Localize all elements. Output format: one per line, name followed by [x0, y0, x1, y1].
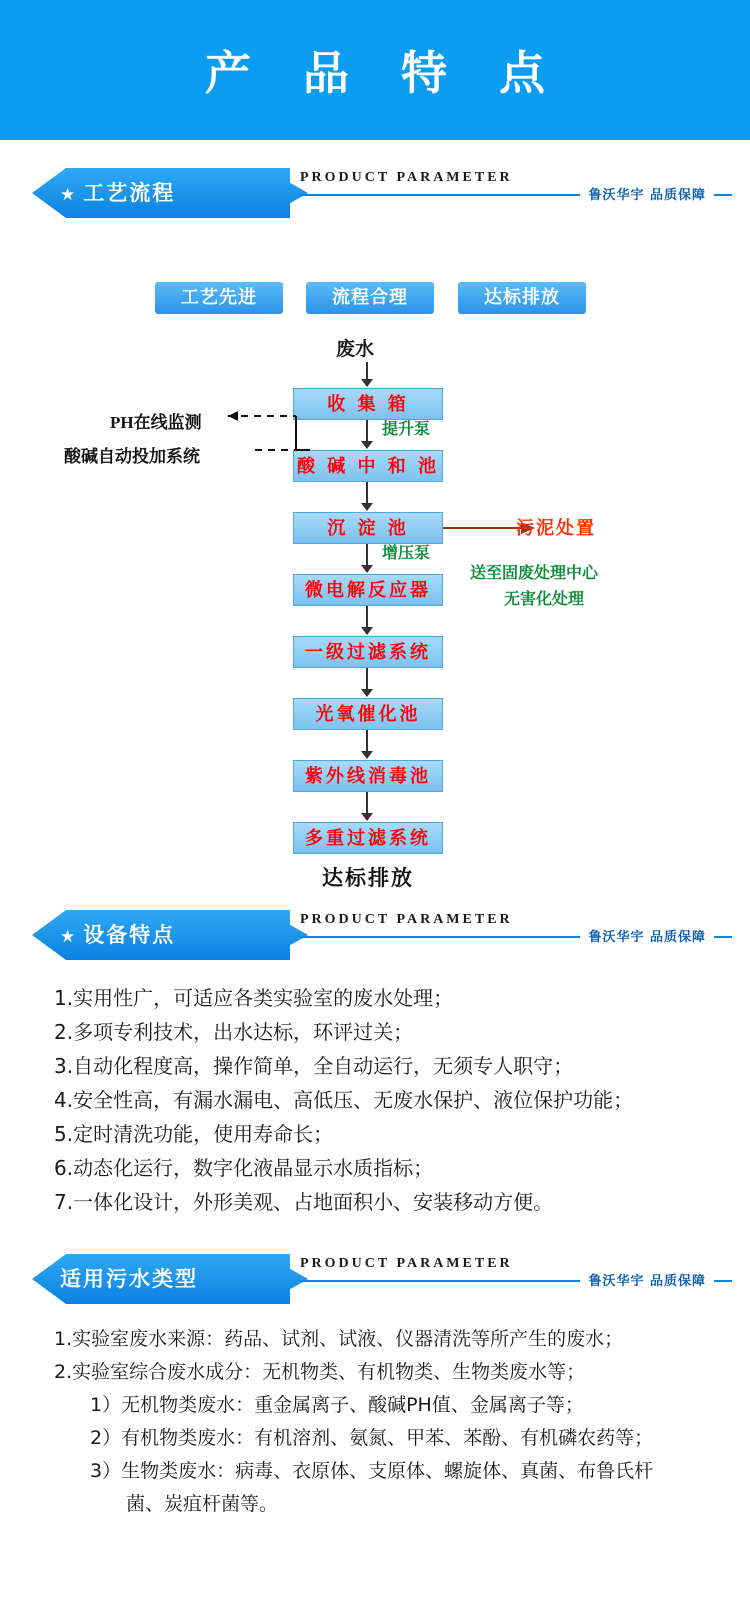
flow-outlet-label: 达标排放 [322, 866, 414, 890]
flow-node-multi-filter: 多重过滤系统 [293, 822, 443, 854]
flow-node-primary-filter: 一级过滤系统 [293, 636, 443, 668]
star-icon: ★ [60, 927, 78, 947]
flow-edge-label-booster-pump: 增压泵 [382, 543, 431, 562]
flow-arrow-5 [366, 668, 368, 690]
section-brand-tagline: 鲁沃华宇 品质保障 [580, 926, 714, 945]
flow-edge-label-lift-pump: 提升泵 [382, 419, 431, 438]
water-type-list [0, 1310, 750, 1520]
flow-arrow-6-head [361, 751, 373, 759]
section-subtitle-en: PRODUCT PARAMETER [300, 912, 513, 927]
process-flow-diagram [0, 230, 750, 890]
flow-left-dashed-connectors [60, 398, 320, 468]
section-brand-tagline: 鲁沃华宇 品质保障 [580, 1270, 714, 1289]
flow-arrow-3 [366, 544, 368, 566]
list-item: 3.自动化程度高，操作简单，全自动运行，无须专人职守； [54, 1054, 574, 1078]
section-label-text: 工艺流程 [83, 181, 176, 205]
list-item: 2.多项专利技术，出水达标，环评过关； [54, 1020, 414, 1044]
flow-arrow-2 [366, 482, 368, 504]
flow-arrow-7 [366, 792, 368, 814]
list-item: 4.安全性高，有漏水漏电、高低压、无废水保护、液位保护功能； [54, 1088, 634, 1112]
flow-right-label-sludge: 污泥处置 [516, 518, 596, 539]
list-item: 2.实验室综合废水成分：无机物类、有机物类、生物类废水等； [54, 1361, 586, 1383]
flow-arrow-4-head [361, 627, 373, 635]
list-item: 7.一体化设计，外形美观、占地面积小、安装移动方便。 [54, 1190, 554, 1214]
flow-arrow-1-head [361, 441, 373, 449]
section-header-water-types [0, 1248, 750, 1310]
section-brand-tagline: 鲁沃华宇 品质保障 [580, 184, 714, 203]
flow-node-micro-electrolysis: 微电解反应器 [293, 574, 443, 606]
section-label-text: 设备特点 [83, 923, 176, 947]
page-banner [0, 0, 750, 140]
flow-inlet-label: 废水 [336, 338, 375, 360]
section-header-equipment [0, 904, 750, 966]
flow-arrow-7-head [361, 813, 373, 821]
flow-arrow-5-head [361, 689, 373, 697]
section-header-process [0, 162, 750, 224]
flow-left-label-ph-monitor: PH在线监测 [110, 413, 202, 432]
section-label-equipment [60, 910, 280, 960]
section-label-water-types [60, 1254, 280, 1304]
flow-node-neutralization-tank: 酸 碱 中 和 池 [293, 450, 443, 482]
flow-arrow-inlet [366, 362, 368, 380]
list-item: 菌、炭疽杆菌等。 [126, 1493, 279, 1515]
star-icon: ★ [60, 185, 78, 205]
list-item: 1.实用性广，可适应各类实验室的废水处理； [54, 986, 454, 1010]
flow-right-note-2: 无害化处理 [504, 589, 585, 608]
page-title: 产 品 特 点 [204, 46, 564, 100]
section-label-process [60, 168, 280, 218]
list-item: 3）生物类废水：病毒、衣原体、支原体、螺旋体、真菌、布鲁氏杆 [90, 1460, 654, 1482]
flow-node-photocatalysis: 光氧催化池 [293, 698, 443, 730]
flow-pill-2: 流程合理 [306, 282, 434, 314]
section-subtitle-en: PRODUCT PARAMETER [300, 1256, 513, 1271]
flow-arrow-4 [366, 606, 368, 628]
flow-arrow-1 [366, 420, 368, 442]
section-subtitle-en: PRODUCT PARAMETER [300, 170, 513, 185]
flow-right-note-1: 送至固废处理中心 [470, 563, 599, 582]
flow-node-uv-disinfection: 紫外线消毒池 [293, 760, 443, 792]
list-item: 2）有机物类废水：有机溶剂、氨氮、甲苯、苯酚、有机磷农药等； [90, 1427, 654, 1449]
section-label-text: 适用污水类型 [60, 1267, 198, 1291]
list-item: 5.定时清洗功能，使用寿命长； [54, 1122, 334, 1146]
flow-pill-3: 达标排放 [458, 282, 586, 314]
equipment-feature-list [0, 966, 750, 1218]
flow-arrow-6 [366, 730, 368, 752]
list-item: 1.实验室废水来源：药品、试剂、试液、仪器清洗等所产生的废水； [54, 1328, 624, 1350]
flow-node-collection-tank: 收 集 箱 [293, 388, 443, 420]
flow-arrow-3-head [361, 565, 373, 573]
flow-arrow-2-head [361, 503, 373, 511]
list-item: 6.动态化运行，数字化液晶显示水质指标； [54, 1156, 434, 1180]
flow-pill-1: 工艺先进 [155, 282, 283, 314]
list-item: 1）无机物类废水：重金属离子、酸碱PH值、金属离子等； [90, 1394, 584, 1416]
flow-node-sedimentation-tank: 沉 淀 池 [293, 512, 443, 544]
flow-arrow-inlet-head [361, 379, 373, 387]
flow-left-label-dosing-system: 酸碱自动投加系统 [64, 447, 200, 467]
